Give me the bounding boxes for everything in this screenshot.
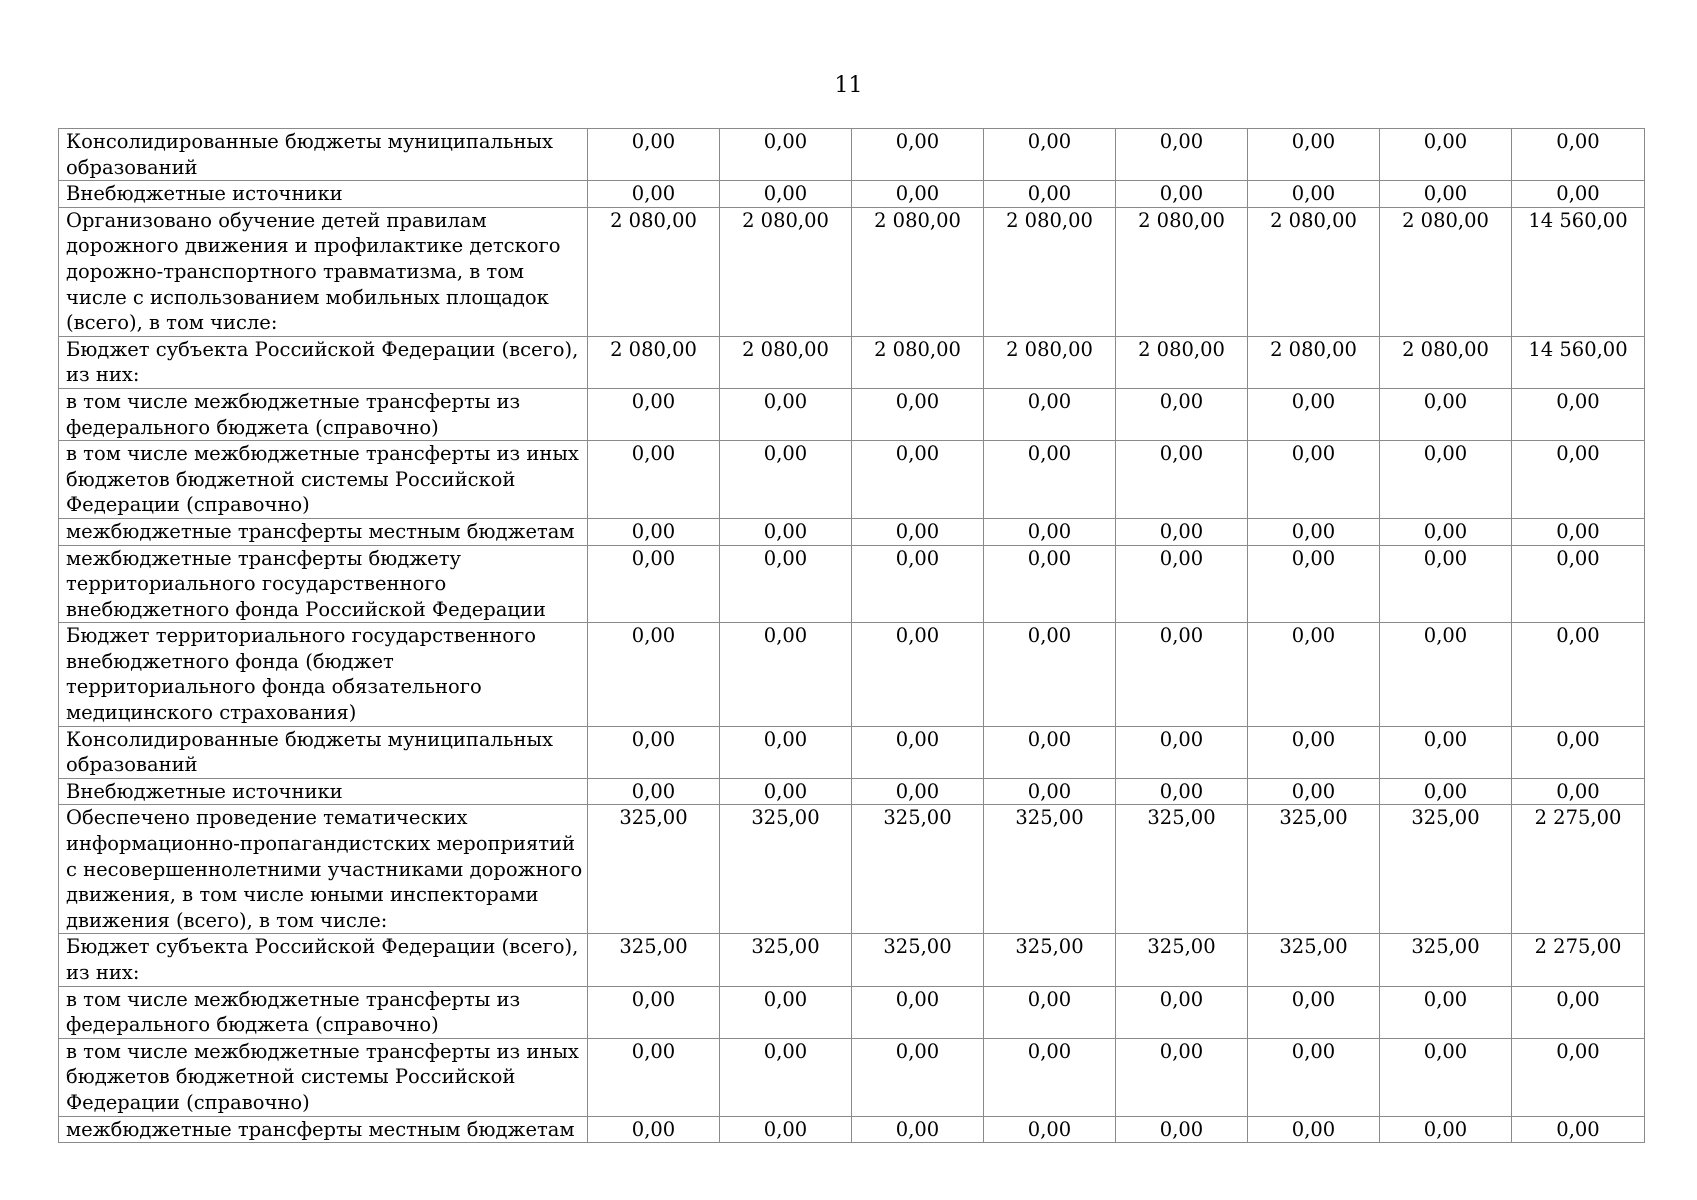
row-value-cell: 0,00 (1116, 1038, 1248, 1116)
row-value-cell: 325,00 (1380, 934, 1512, 986)
row-value-cell: 0,00 (1116, 623, 1248, 726)
budget-table (58, 128, 1645, 1143)
row-total-cell: 0,00 (1512, 726, 1645, 778)
row-value-cell: 325,00 (1380, 805, 1512, 934)
row-value-cell: 0,00 (1380, 986, 1512, 1038)
row-value-cell: 0,00 (588, 986, 720, 1038)
row-value-cell: 0,00 (984, 1116, 1116, 1143)
row-total-cell: 0,00 (1512, 623, 1645, 726)
row-value-cell: 325,00 (720, 934, 852, 986)
row-value-cell: 0,00 (984, 129, 1116, 181)
row-label: в том числе межбюджетные трансферты из федерального бюджета (справочно) (59, 986, 588, 1038)
table-row (59, 986, 1645, 1038)
table-row (59, 336, 1645, 388)
row-total-cell: 0,00 (1512, 778, 1645, 805)
row-value-cell: 2 080,00 (1380, 207, 1512, 336)
row-value-cell: 0,00 (720, 545, 852, 623)
row-label: межбюджетные трансферты бюджету территориального государственного внебюджетного фонда Российской Федерации (59, 545, 588, 623)
row-label: Бюджет территориального государственного внебюджетного фонда (бюджет территориального фонда обязательного медицинского страхования) (59, 623, 588, 726)
row-label: Консолидированные бюджеты муниципальных образований (59, 129, 588, 181)
row-value-cell: 0,00 (852, 129, 984, 181)
row-value-cell: 0,00 (1116, 726, 1248, 778)
row-value-cell: 0,00 (588, 518, 720, 545)
row-value-cell: 0,00 (720, 726, 852, 778)
row-label: Бюджет субъекта Российской Федерации (всего), из них: (59, 336, 588, 388)
row-value-cell: 0,00 (1116, 1116, 1248, 1143)
row-value-cell: 0,00 (984, 388, 1116, 440)
row-value-cell: 325,00 (720, 805, 852, 934)
row-value-cell: 0,00 (588, 726, 720, 778)
row-value-cell: 0,00 (1380, 441, 1512, 519)
row-value-cell: 2 080,00 (852, 207, 984, 336)
row-total-cell: 2 275,00 (1512, 934, 1645, 986)
row-value-cell: 0,00 (588, 623, 720, 726)
row-value-cell: 0,00 (852, 1116, 984, 1143)
table-row (59, 805, 1645, 934)
row-value-cell: 0,00 (984, 1038, 1116, 1116)
table-row (59, 441, 1645, 519)
table-row (59, 934, 1645, 986)
row-value-cell: 0,00 (1248, 129, 1380, 181)
row-value-cell: 0,00 (1116, 986, 1248, 1038)
row-total-cell: 2 275,00 (1512, 805, 1645, 934)
row-value-cell: 0,00 (1116, 778, 1248, 805)
row-value-cell: 325,00 (588, 934, 720, 986)
row-value-cell: 0,00 (852, 778, 984, 805)
row-label: Организовано обучение детей правилам дорожного движения и профилактике детского дорожно-транспортного травматизма, в том числе с использованием мобильных площадок (всего), в том числе: (59, 207, 588, 336)
row-value-cell: 2 080,00 (588, 336, 720, 388)
row-total-cell: 0,00 (1512, 1116, 1645, 1143)
row-value-cell: 0,00 (720, 388, 852, 440)
row-value-cell: 0,00 (1116, 545, 1248, 623)
table-row (59, 129, 1645, 181)
row-value-cell: 0,00 (852, 726, 984, 778)
row-value-cell: 0,00 (852, 181, 984, 208)
row-value-cell: 0,00 (984, 623, 1116, 726)
row-total-cell: 14 560,00 (1512, 336, 1645, 388)
table-row (59, 623, 1645, 726)
row-label: Внебюджетные источники (59, 778, 588, 805)
row-value-cell: 0,00 (588, 1038, 720, 1116)
row-total-cell: 0,00 (1512, 441, 1645, 519)
table-row (59, 778, 1645, 805)
row-value-cell: 0,00 (1248, 1116, 1380, 1143)
row-label: в том числе межбюджетные трансферты из иных бюджетов бюджетной системы Российской Федерации (справочно) (59, 441, 588, 519)
row-value-cell: 2 080,00 (1116, 336, 1248, 388)
row-value-cell: 0,00 (1248, 726, 1380, 778)
row-value-cell: 0,00 (588, 388, 720, 440)
row-value-cell: 0,00 (1116, 181, 1248, 208)
row-value-cell: 0,00 (720, 181, 852, 208)
row-value-cell: 0,00 (984, 545, 1116, 623)
row-total-cell: 0,00 (1512, 1038, 1645, 1116)
row-value-cell: 0,00 (984, 986, 1116, 1038)
row-value-cell: 2 080,00 (984, 207, 1116, 336)
row-value-cell: 325,00 (984, 934, 1116, 986)
row-value-cell: 0,00 (588, 1116, 720, 1143)
row-value-cell: 0,00 (720, 1116, 852, 1143)
row-total-cell: 0,00 (1512, 388, 1645, 440)
row-label: Бюджет субъекта Российской Федерации (всего), из них: (59, 934, 588, 986)
row-value-cell: 2 080,00 (852, 336, 984, 388)
row-value-cell: 0,00 (852, 518, 984, 545)
row-value-cell: 2 080,00 (588, 207, 720, 336)
row-value-cell: 2 080,00 (1248, 207, 1380, 336)
row-label: в том числе межбюджетные трансферты из иных бюджетов бюджетной системы Российской Федерации (справочно) (59, 1038, 588, 1116)
row-label: Консолидированные бюджеты муниципальных образований (59, 726, 588, 778)
table-row (59, 545, 1645, 623)
row-label: в том числе межбюджетные трансферты из федерального бюджета (справочно) (59, 388, 588, 440)
row-total-cell: 14 560,00 (1512, 207, 1645, 336)
table-body (59, 129, 1645, 1143)
row-value-cell: 0,00 (1380, 545, 1512, 623)
row-value-cell: 325,00 (1116, 934, 1248, 986)
row-value-cell: 0,00 (1116, 518, 1248, 545)
row-value-cell: 2 080,00 (1380, 336, 1512, 388)
row-value-cell: 0,00 (1248, 986, 1380, 1038)
row-value-cell: 0,00 (720, 986, 852, 1038)
table-row (59, 207, 1645, 336)
table-row (59, 388, 1645, 440)
row-value-cell: 0,00 (720, 778, 852, 805)
row-value-cell: 2 080,00 (720, 336, 852, 388)
row-total-cell: 0,00 (1512, 986, 1645, 1038)
row-value-cell: 325,00 (588, 805, 720, 934)
row-value-cell: 0,00 (720, 623, 852, 726)
row-value-cell: 0,00 (1380, 129, 1512, 181)
table-row (59, 181, 1645, 208)
row-value-cell: 0,00 (1116, 441, 1248, 519)
row-total-cell: 0,00 (1512, 545, 1645, 623)
row-value-cell: 2 080,00 (1248, 336, 1380, 388)
row-value-cell: 0,00 (588, 181, 720, 208)
table-row (59, 1038, 1645, 1116)
row-value-cell: 0,00 (1248, 388, 1380, 440)
row-total-cell: 0,00 (1512, 181, 1645, 208)
row-value-cell: 0,00 (984, 518, 1116, 545)
row-value-cell: 0,00 (588, 441, 720, 519)
row-value-cell: 0,00 (852, 441, 984, 519)
row-value-cell: 325,00 (852, 805, 984, 934)
row-value-cell: 0,00 (720, 129, 852, 181)
row-value-cell: 0,00 (1380, 1116, 1512, 1143)
row-value-cell: 0,00 (1248, 181, 1380, 208)
row-total-cell: 0,00 (1512, 518, 1645, 545)
row-value-cell: 0,00 (1116, 388, 1248, 440)
row-value-cell: 325,00 (984, 805, 1116, 934)
row-value-cell: 0,00 (588, 778, 720, 805)
row-value-cell: 0,00 (1380, 518, 1512, 545)
row-value-cell: 0,00 (852, 986, 984, 1038)
row-value-cell: 0,00 (852, 1038, 984, 1116)
table-row (59, 518, 1645, 545)
row-value-cell: 325,00 (1248, 934, 1380, 986)
row-value-cell: 0,00 (588, 545, 720, 623)
row-value-cell: 0,00 (984, 181, 1116, 208)
row-value-cell: 325,00 (1116, 805, 1248, 934)
row-value-cell: 0,00 (1380, 1038, 1512, 1116)
row-value-cell: 0,00 (984, 726, 1116, 778)
row-label: межбюджетные трансферты местным бюджетам (59, 1116, 588, 1143)
row-label: Внебюджетные источники (59, 181, 588, 208)
row-value-cell: 0,00 (1116, 129, 1248, 181)
row-value-cell: 0,00 (984, 441, 1116, 519)
row-value-cell: 0,00 (984, 778, 1116, 805)
row-value-cell: 0,00 (1248, 545, 1380, 623)
row-value-cell: 0,00 (1380, 778, 1512, 805)
row-value-cell: 0,00 (1248, 518, 1380, 545)
row-value-cell: 0,00 (852, 623, 984, 726)
row-value-cell: 0,00 (1248, 778, 1380, 805)
row-value-cell: 0,00 (1248, 441, 1380, 519)
row-value-cell: 2 080,00 (720, 207, 852, 336)
row-value-cell: 0,00 (1380, 388, 1512, 440)
page-number: 11 (834, 73, 863, 98)
row-label: межбюджетные трансферты местным бюджетам (59, 518, 588, 545)
row-value-cell: 2 080,00 (984, 336, 1116, 388)
row-label: Обеспечено проведение тематических информационно-пропагандистских мероприятий с несовершеннолетними участниками дорожного движения, в том числе юными инспекторами движения (всего), в том числе: (59, 805, 588, 934)
row-value-cell: 0,00 (720, 518, 852, 545)
row-value-cell: 0,00 (720, 1038, 852, 1116)
row-value-cell: 0,00 (1248, 623, 1380, 726)
row-value-cell: 0,00 (588, 129, 720, 181)
row-value-cell: 325,00 (1248, 805, 1380, 934)
row-value-cell: 0,00 (1380, 623, 1512, 726)
row-value-cell: 0,00 (852, 388, 984, 440)
table-row (59, 1116, 1645, 1143)
row-value-cell: 325,00 (852, 934, 984, 986)
row-value-cell: 0,00 (1380, 726, 1512, 778)
row-value-cell: 2 080,00 (1116, 207, 1248, 336)
table-row (59, 726, 1645, 778)
row-value-cell: 0,00 (720, 441, 852, 519)
row-total-cell: 0,00 (1512, 129, 1645, 181)
row-value-cell: 0,00 (1248, 1038, 1380, 1116)
row-value-cell: 0,00 (852, 545, 984, 623)
row-value-cell: 0,00 (1380, 181, 1512, 208)
